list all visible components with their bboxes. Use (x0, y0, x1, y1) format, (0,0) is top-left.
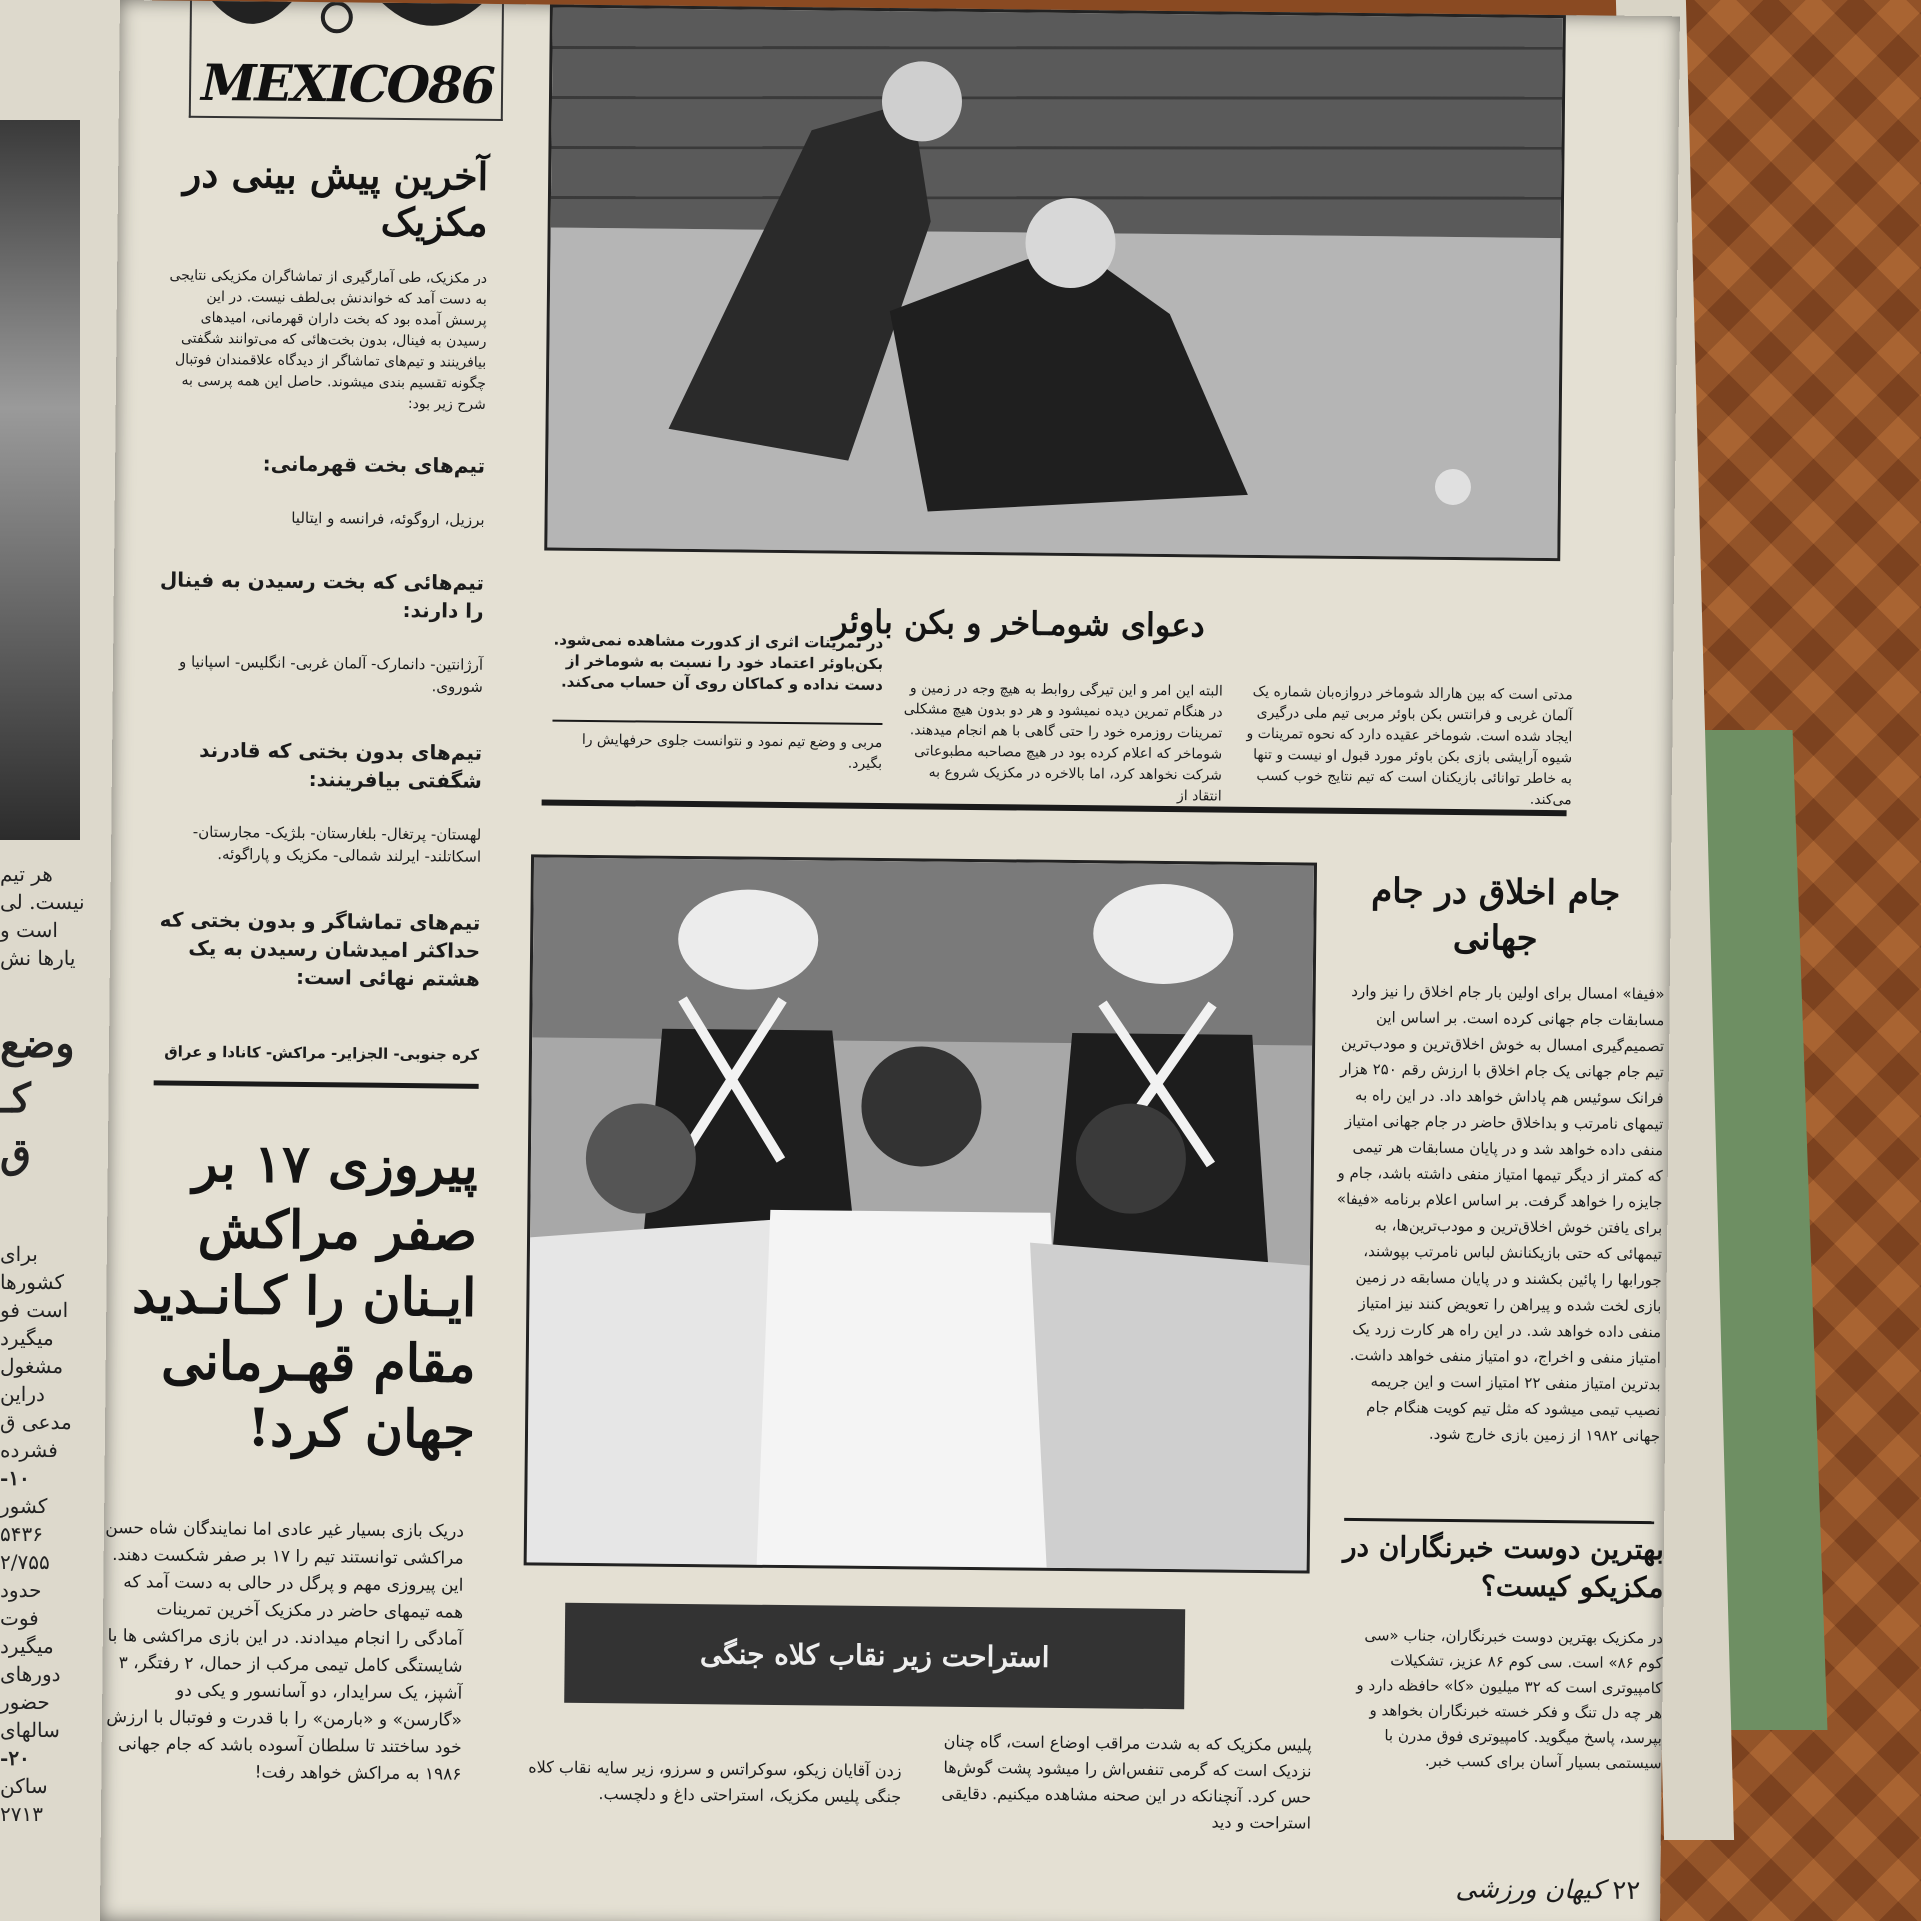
fairplay-body: «فیفا» امسال برای اولین بار جام اخلاق را نیز وارد مسابقات جام جهانی کرده است. بر اساس این تصمیم‌گیری امسال به خوش اخلاق‌ترین و مودب‌ترین تیم جام جهانی یک جام اخلاق با ارزش رقم ۲۵۰ هزار فرانک سوئیس هم پاداش خواهد داد. در این راه به تیمهای نامرتب و بداخلاق حاضر در جام جهانی امتیاز منفی داده خواهد شد و در پایان مسابقات هر تیمی که کمتر از دیگر تیمها امتیاز منفی داشته باشد، جام و جایزه را خواهد گرفت. بر اساس اعلام برنامه «فیفا» برای یافتن خوش اخلاق‌ترین و مودب‌ترین‌ها، به تیمهائی که حتی بازیکنانش لباس نامرتب بپوشند، جورابها را پائین بکشند و در پایان مسابقه در زمین بازی لخت شده و پیراهن را تعویض کنند نیز امتیاز منفی داده خواهد شد. در این راه هر کارت زرد یک امتیاز منفی و اخراج، دو امتیاز منفی خواهد داشت. بدترین امتیاز منفی ۲۲ امتیاز است و این جریمه نصیب تیمی میشود که مثل تیم کویت هنگام جام جهانی ۱۹۸۲ از زمین بازی خارج شود. (1336, 981, 1665, 1446)
helmet-col-2: زدن آقایان زیکو، سوکراتس و سرزو، زیر سایه نقاب کلاه جنگی پلیس مکزیک، استراحتی داغ و دلچسب. (528, 1757, 902, 1807)
left-page-line: سالهای (0, 1718, 60, 1742)
prediction-heading-4: تیم‌های تماشاگر و بدون بختی که حداکثر امیدشان رسیدن به یک هشتم نهائی است: (159, 907, 481, 991)
journalists-title: بهترین دوست خبرنگاران در مکزیکو کیست؟ (1342, 1529, 1665, 1605)
prediction-text-4: کره جنوبی- الجزایر- مراکش- کانادا و عراق (164, 1042, 480, 1064)
schumacher-col-2: البته این امر و این تیرگی روابط به هیچ وجه در زمین و در هنگام تمرین دیده نمیشود و هر دو بدون هیچ مشکلی تمرینات روزمره خود را حتی گاهی با هم انجام میدهند. شوماخر که اعلام کرده بود در هیچ مصاحبه مطبوعاتی شرکت نخواهد کرد، اما بالاخره در مکزیک شروع به انتقاد از (903, 680, 1223, 805)
schumacher-col-3b: در تمرینات اثری از کدورت مشاهده نمی‌شود. بکن‌باوئر اعتماد خود را نسبت به شوماخر از دست نداده و کماکان روی آن حساب می‌کند. (553, 630, 884, 695)
left-page-line: فشرده (0, 1438, 58, 1462)
left-page-line: ۲/۷۵۵ (0, 1550, 50, 1574)
helmet-banner: استراحت زیر نقاب کلاه جنگی (564, 1603, 1185, 1709)
prediction-heading-1: تیم‌های بخت قهرمانی: (262, 451, 486, 478)
left-page-headline: وضع (0, 1020, 75, 1067)
training-scene-image (547, 8, 1563, 559)
magazine-page (100, 0, 1680, 1921)
left-page-line: حضور (0, 1690, 50, 1714)
schumacher-col-1: مدتی است که بین هارالد شوماخر دروازه‌بان شماره یک آلمان غربی و فرانتس بکن باوئر مربی تیم ملی درگیری ایجاد شده است. شوماخر عقیده دارد که نحوه تمرینات و شیوه آرایشی بازی بکن باوئر مورد قبول او نیست و تنها به خاطر توانائی بازیکنان است که تیم نتایج خوب کسب می‌کند. (1246, 683, 1573, 809)
left-page-line: یارها نش (0, 946, 76, 970)
fairplay-title: جام اخلاق در جام جهانی (1370, 871, 1621, 959)
magazine-name: کیهان ورزشی (1455, 1874, 1605, 1906)
journalists-body: در مکزیک بهترین دوست خبرنگاران، جناب «سی کوم ۸۶» است. سی کوم ۸۶ عزیز، تشکیلات کامپیوتری است که ۳۲ میلیون «کا» حافظه دارد و هر چه دل تنگ و فکر خسته خبرنگاران بخواهد و بپرسد، پاسخ میگوید. کامپیوتری فوق مدرن با سیستمی بسیار آسان برای کسب خبر. (1356, 1626, 1664, 1773)
left-page-line: ۵۴۳۶ (0, 1522, 43, 1546)
prediction-text-1: برزیل، اروگوئه، فرانسه و ایتالیا (291, 508, 485, 529)
helmet-col-1: پلیس مکزیک که به شدت مراقب اوضاع است، گاه چنان نزدیک است که گرمی تنفس‌اش را میشود پشت گوش‌ها حس کرد. آنچنانکه در این صحنه مشاهده میکنیم. دقایقی استراحت و دید (941, 1731, 1312, 1833)
players-and-police-image (527, 857, 1314, 1570)
left-page-headline: ق (0, 1130, 32, 1177)
left-page-line: مشغول (0, 1354, 64, 1378)
morocco-title: پیروزی ۱۷ بر صفر مراکش ایـنان را کـانـدید مقام قهـرمانی جهان کرد! (131, 1132, 479, 1461)
prediction-text-2: آرژانتین- دانمارک- آلمان غربی- انگلیس- اسپانیا و شوروی. (178, 652, 484, 696)
schumacher-title: دعوای شومـاخر و بکن باوئر (832, 602, 1205, 645)
left-page-line: دورهای (0, 1662, 61, 1686)
schumacher-col-3a: مربی و وضع تیم نمود و نتوانست جلوی حرفهایش را بگیرد. (581, 731, 883, 773)
morocco-body: دریک بازی بسیار غیر عادی اما نمایندگان شاه حسن مراکشی توانستند تیم را ۱۷ بر صفر شکست دهند. این پیروزی مهم و پرگل در حالی به دست آمد که همه تیمهای حاضر در مکزیک آخرین تمرینات آمادگی را انجام میدادند. در این بازی مراکشی ها با شایستگی کامل تیمی مرکب از حمال، ۲ رفتگر، ۳ آشپز، یک سرایدار، دو آسانسور و یکی دو «گارسن» و «بارمن» را با قدرت و فوتبال با ارزش خود ساختند تا سلطان آسوده باشد که جام جهانی ۱۹۸۶ به مراکش خواهد رفت! (105, 1517, 465, 1785)
left-page-photo (0, 120, 80, 840)
left-page-line: کشورها (0, 1270, 64, 1294)
left-page-line: ۲۷۱۳ (0, 1802, 43, 1826)
section-divider (154, 1080, 479, 1088)
prediction-intro: در مکزیک، طی آمارگیری از تماشاگران مکزیکی نتایجی به دست آمد که خواندنش بی‌لطف نیست. در این پرسش آمده بود که بخت داران قهرمانی، امیدهای رسیدن به فینال، بدون بخت‌هائی که می‌توانند شگفتی بیافرینند و تیم‌های تماشاگر از دیدگاه علاقمندان فوتبال چگونه تقسیم بندی میشوند. حاصل این همه پرسی به شرح زیر بود: (169, 267, 488, 413)
left-page-line: ۲۰- (0, 1746, 30, 1770)
left-page-line: برای (0, 1242, 38, 1266)
left-page-headline: کـ (0, 1075, 31, 1122)
left-page-line: است و (0, 918, 58, 942)
prediction-title: آخرین پیش بینی در مکزیک (182, 150, 489, 245)
helmet-photo (524, 854, 1317, 1573)
left-page-line: کشور (0, 1494, 48, 1518)
page-footer (1455, 1874, 1641, 1907)
left-page-line: ساکن (0, 1774, 48, 1798)
mexico86-logo (189, 1, 504, 121)
left-page-line: هر تیم (0, 862, 53, 886)
prediction-heading-3: تیم‌های بدون بختی که قادرند شگفتی بیافرینند: (199, 737, 483, 793)
schumacher-photo (544, 5, 1566, 562)
prediction-text-3: لهستان- پرتغال- بلغارستان- بلژیک- مجارستان- اسکاتلند- ایرلند شمالی- مکزیک و پاراگوئه. (192, 822, 482, 866)
page-number: ۲۲ (1612, 1875, 1641, 1907)
column-rule (552, 720, 882, 725)
left-page-line: میگیرد (0, 1634, 54, 1658)
logo-text: MEXICO86 (200, 52, 495, 115)
prediction-heading-2: تیم‌هائی که بخت رسیدن به فینال را دارند: (159, 567, 485, 623)
left-page-line: نیست. لی (0, 890, 85, 914)
left-page-line: مدعی ق (0, 1410, 72, 1434)
left-page-line: است فو (0, 1298, 69, 1322)
left-page-line: میگیرد (0, 1326, 54, 1350)
left-page-line: دراین (0, 1382, 45, 1406)
left-page-line: ۱۰- (0, 1466, 30, 1490)
left-page-line: حدود (0, 1578, 42, 1602)
left-page-line: فوت (0, 1606, 39, 1630)
section-divider (1344, 1518, 1654, 1524)
